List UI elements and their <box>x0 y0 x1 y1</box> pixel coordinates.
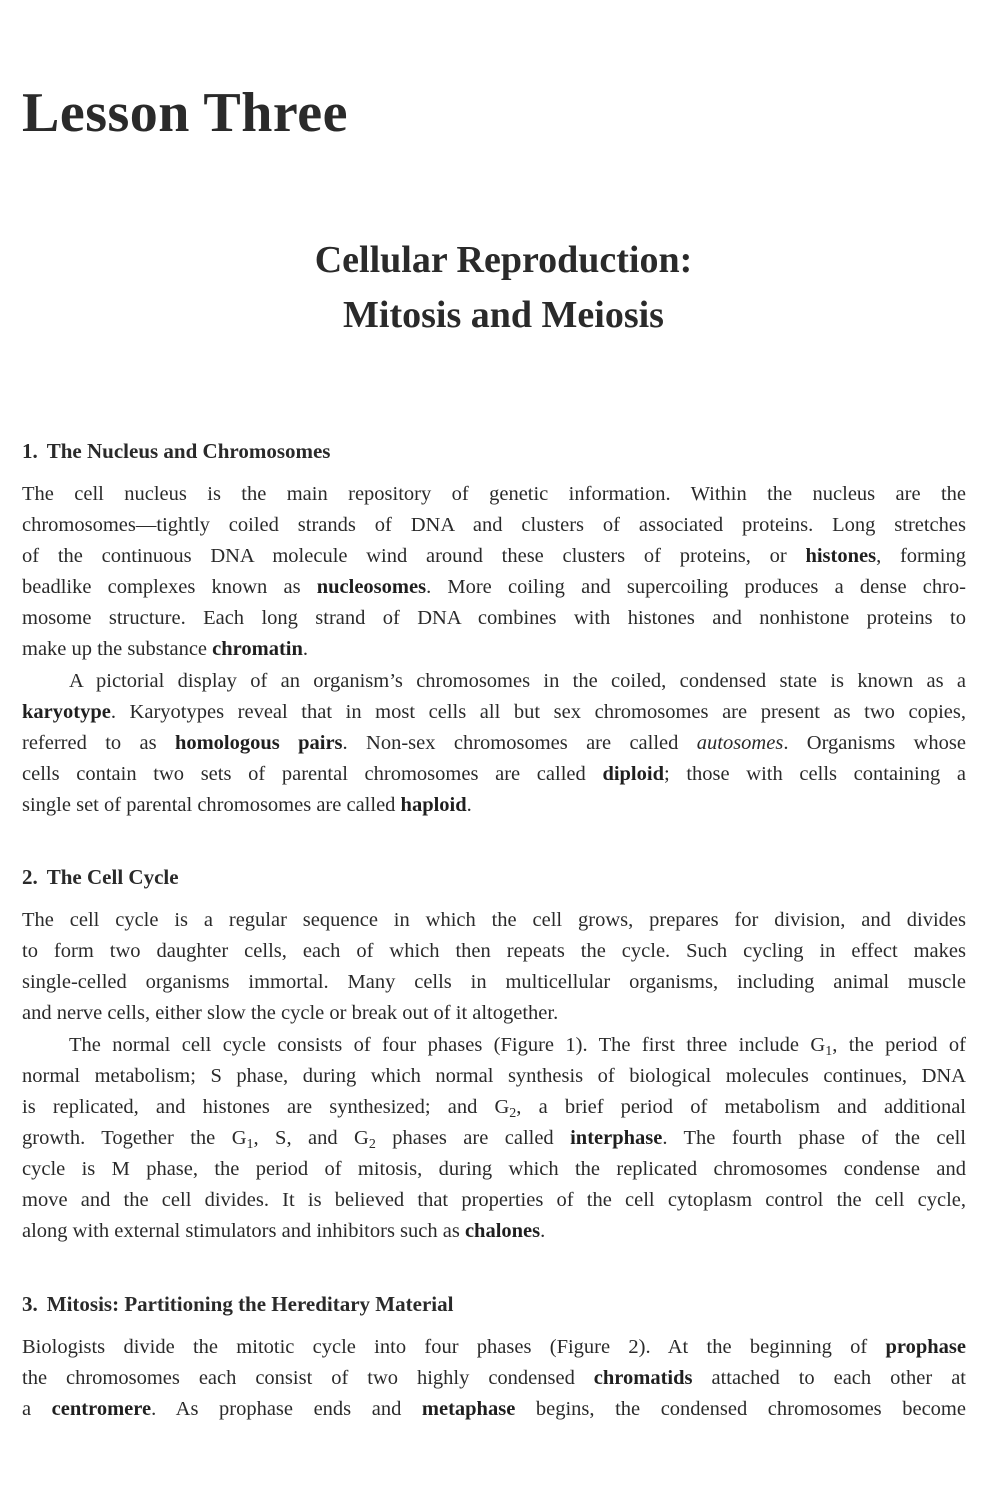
text-run: cells contain two sets of parental chromosomes are called <box>22 763 603 785</box>
subscript: 1 <box>246 1137 254 1152</box>
text-run: along with external stimulators and inhibitors such as <box>22 1220 465 1242</box>
subscript: 1 <box>825 1044 833 1059</box>
text-line: A pictorial display of an organism’s chromosomes in the coiled, condensed state is known as a <box>69 670 966 692</box>
text-line: normal metabolism; S phase, during which normal synthesis of biological molecules continues, DNA <box>22 1065 966 1087</box>
section-title: The Cell Cycle <box>46 865 179 889</box>
text-line <box>22 1395 966 1423</box>
lesson-title: Lesson Three <box>22 82 348 144</box>
term-interphase: interphase <box>570 1127 663 1149</box>
section-number: 1. <box>22 439 38 463</box>
text-run: growth. Together the G <box>22 1127 247 1149</box>
term-haploid: haploid <box>400 794 467 816</box>
text-line: mosome structure. Each long strand of DNA combines with histones and nonhistone proteins to <box>22 607 966 629</box>
term-prophase: prophase <box>885 1336 966 1358</box>
section-heading-cell-cycle <box>22 864 179 890</box>
term-diploid: diploid <box>602 763 664 785</box>
term-centromere: centromere <box>51 1398 152 1420</box>
text-line <box>22 1333 966 1361</box>
subscript: 2 <box>509 1106 517 1121</box>
section-number: 3. <box>22 1292 38 1316</box>
term-chromatids: chromatids <box>593 1367 693 1389</box>
text-run: . The fourth phase of the cell <box>662 1127 966 1149</box>
text-line <box>22 1124 966 1152</box>
subscript: 2 <box>368 1137 376 1152</box>
text-run: . <box>466 794 472 816</box>
text-line <box>22 1093 966 1121</box>
text-run: Biologists divide the mitotic cycle into four phases (Figure 2). At the beginning of <box>22 1336 886 1358</box>
text-run: of the continuous DNA molecule wind around these clusters of proteins, or <box>22 545 806 567</box>
term-chalones: chalones <box>464 1220 541 1242</box>
text-run: ; those with cells containing a <box>663 763 966 785</box>
text-run: . More coiling and supercoiling produces a dense chro- <box>426 576 966 598</box>
text-run: single set of parental chromosomes are called <box>22 794 401 816</box>
text-run: , the period of <box>832 1034 967 1056</box>
term-nucleosomes: nucleosomes <box>316 576 427 598</box>
text-run: referred to as <box>22 732 175 754</box>
text-line: The cell cycle is a regular sequence in which the cell grows, prepares for division, and divides <box>22 909 966 931</box>
chapter-title-line-2: Mitosis and Meiosis <box>343 294 664 336</box>
text-line <box>22 791 966 819</box>
text-line: The cell nucleus is the main repository of genetic information. Within the nucleus are the <box>22 483 966 505</box>
text-run: , forming <box>876 545 966 567</box>
term-chromatin: chromatin <box>212 638 303 660</box>
text-run: . As prophase ends and <box>151 1398 422 1420</box>
text-run: , S, and G <box>253 1127 369 1149</box>
term-homologous-pairs: homologous pairs <box>174 732 343 754</box>
text-run: phases are called <box>375 1127 571 1149</box>
text-run: . <box>540 1220 546 1242</box>
text-run: attached to each other at <box>692 1367 966 1389</box>
section-number: 2. <box>22 865 38 889</box>
text-run: begins, the condensed chromosomes become <box>515 1398 966 1420</box>
text-line: and nerve cells, either slow the cycle or break out of it altogether. <box>22 1002 559 1024</box>
text-run: . Organisms whose <box>783 732 966 754</box>
text-line <box>22 729 966 757</box>
text-line: single-celled organisms immortal. Many cells in multicellular organisms, including animal muscle <box>22 971 966 993</box>
text-run: . Karyotypes reveal that in most cells all but sex chromosomes are present as two copies, <box>110 701 966 723</box>
text-run: . <box>302 638 308 660</box>
section-heading-mitosis <box>22 1291 453 1317</box>
text-run: , a brief period of metabolism and additional <box>516 1096 966 1118</box>
text-line: chromosomes—tightly coiled strands of DNA and clusters of associated proteins. Long stretches <box>22 514 966 536</box>
text-line <box>22 760 966 788</box>
section-heading-nucleus <box>22 438 330 464</box>
text-line: move and the cell divides. It is believed that properties of the cell cytoplasm control the cell cycle, <box>22 1189 966 1211</box>
term-histones: histones <box>805 545 877 567</box>
text-run: beadlike complexes known as <box>22 576 317 598</box>
text-run: . Non-sex chromosomes are called <box>342 732 697 754</box>
text-line <box>22 573 966 601</box>
text-line <box>22 698 966 726</box>
text-run: is replicated, and histones are synthesized; and G <box>22 1096 510 1118</box>
text-line: cycle is M phase, the period of mitosis, during which the replicated chromosomes condense and <box>22 1158 966 1180</box>
section-title: The Nucleus and Chromosomes <box>46 439 331 463</box>
text-run: a <box>22 1398 52 1420</box>
text-line <box>22 1217 966 1245</box>
chapter-title-line-1: Cellular Reproduction: <box>314 239 693 281</box>
text-line <box>22 1031 966 1059</box>
text-line: to form two daughter cells, each of which then repeats the cycle. Such cycling in effect makes <box>22 940 966 962</box>
term-autosomes: autosomes <box>696 732 784 754</box>
text-run: The normal cell cycle consists of four phases (Figure 1). The first three include G <box>69 1034 826 1056</box>
text-line <box>22 635 966 663</box>
text-line <box>22 542 966 570</box>
text-run: the chromosomes each consist of two highly condensed <box>22 1367 594 1389</box>
section-title: Mitosis: Partitioning the Hereditary Material <box>46 1292 454 1316</box>
text-run: make up the substance <box>22 638 213 660</box>
term-metaphase: metaphase <box>421 1398 516 1420</box>
term-karyotype: karyotype <box>22 701 111 723</box>
text-line <box>22 1364 966 1392</box>
